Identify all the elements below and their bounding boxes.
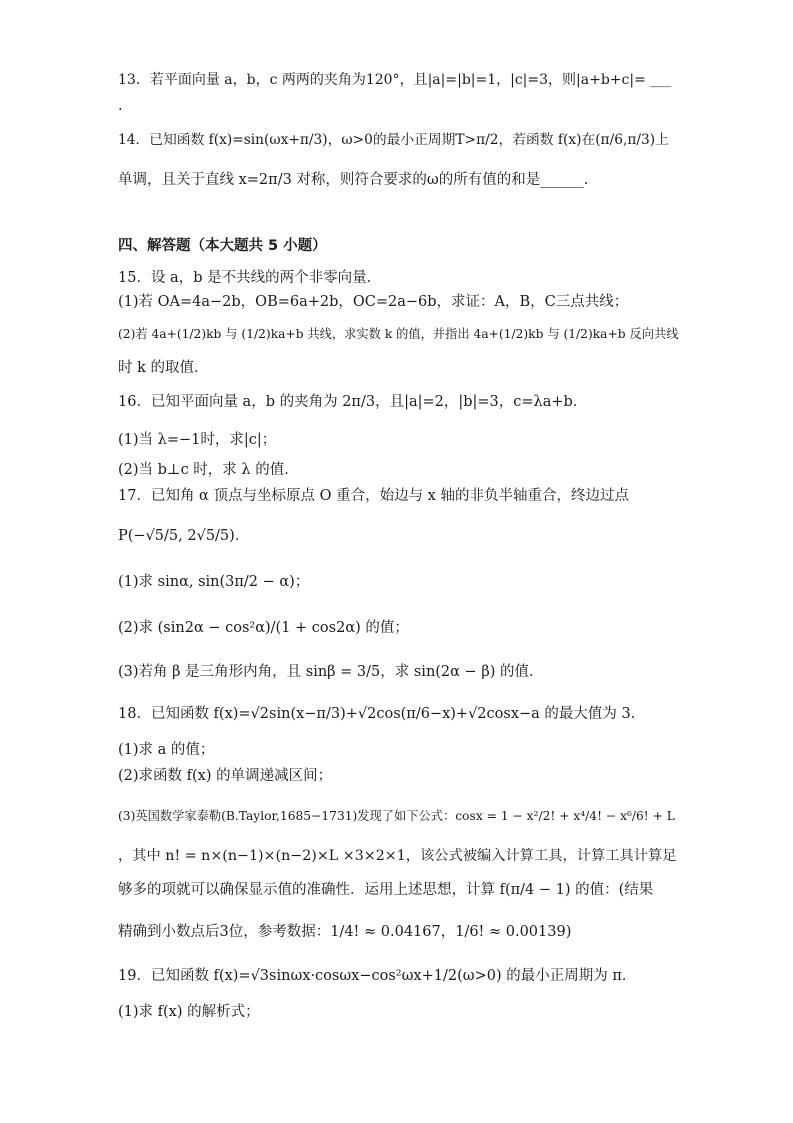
q16-part1: (1)当 λ=−1时，求|c|； <box>118 432 277 448</box>
q18-part3-line1: (3)英国数学家泰勒(B.Taylor,1685−1731)发现了如下公式：cosx = 1 − x²/2! + x⁴/4! − x⁶/6! + L <box>118 809 675 823</box>
q13-line1: 13．若平面向量 a，b，c 两两的夹角为120°，且|a|=|b|=1，|c|=3，则|a+b+c|= ___ <box>118 72 672 88</box>
q18-part3-line2: ，其中 n! = n×(n−1)×(n−2)×L ×3×2×1，该公式被编入计算工具，计算工具计算足 <box>118 848 677 864</box>
q15-part2-line1: (2)若 4a+(1/2)kb 与 (1/2)ka+b 共线，求实数 k 的值，并指出 4a+(1/2)kb 与 (1/2)ka+b 反向共线 <box>118 327 679 341</box>
q17-part1: (1)求 sinα, sin(3π/2 − α)； <box>118 574 310 590</box>
q19-stem: 19．已知函数 f(x)=√3sinωx·cosωx−cos²ωx+1/2(ω>0) 的最小正周期为 π． <box>118 968 637 984</box>
q17-stem-line2: P(−√5/5, 2√5/5)． <box>118 528 250 544</box>
q13-line2: . <box>118 98 123 114</box>
q18-part3-line3: 够多的项就可以确保显示值的准确性．运用上述思想，计算 f(π/4 − 1) 的值：(结果 <box>118 882 654 898</box>
q17-stem-line1: 17．已知角 α 顶点与坐标原点 O 重合，始边与 x 轴的非负半轴重合，终边过点 <box>118 488 629 504</box>
q17-part2: (2)求 (sin2α − cos²α)/(1 + cos2α) 的值； <box>118 620 409 636</box>
q16-part2: (2)当 b⊥c 时，求 λ 的值． <box>118 462 299 478</box>
section-heading: 四、解答题（本大题共 5 小题） <box>118 238 327 254</box>
q18-part1: (1)求 a 的值； <box>118 742 215 758</box>
q18-part2: (2)求函数 f(x) 的单调递减区间； <box>118 768 333 784</box>
q14-line1: 14．已知函数 f(x)=sin(ωx+π/3)，ω>0的最小正周期T>π/2，若函数 f(x)在(π/6,π/3)上 <box>118 132 669 148</box>
q19-part1: (1)求 f(x) 的解析式； <box>118 1004 260 1020</box>
q16-stem: 16．已知平面向量 a，b 的夹角为 2π/3，且|a|=2，|b|=3，c=λa+b． <box>118 394 588 410</box>
q18-stem: 18．已知函数 f(x)=√2sin(x−π/3)+√2cos(π/6−x)+√2cosx−a 的最大值为 3． <box>118 706 646 722</box>
q14-line2: 单调，且关于直线 x=2π/3 对称，则符合要求的ω的所有值的和是______. <box>118 172 589 188</box>
q15-stem: 15．设 a，b 是不共线的两个非零向量． <box>118 270 382 286</box>
q18-part3-line4: 精确到小数点后3位，参考数据：1/4! ≈ 0.04167，1/6! ≈ 0.00139) <box>118 924 572 940</box>
q17-part3: (3)若角 β 是三角形内角，且 sinβ = 3/5，求 sin(2α − β) 的值． <box>118 664 544 680</box>
q15-part1: (1)若 OA=4a−2b，OB=6a+2b，OC=2a−6b，求证：A，B，C三点共线； <box>118 294 629 310</box>
q15-part2-line2: 时 k 的取值． <box>118 360 209 376</box>
